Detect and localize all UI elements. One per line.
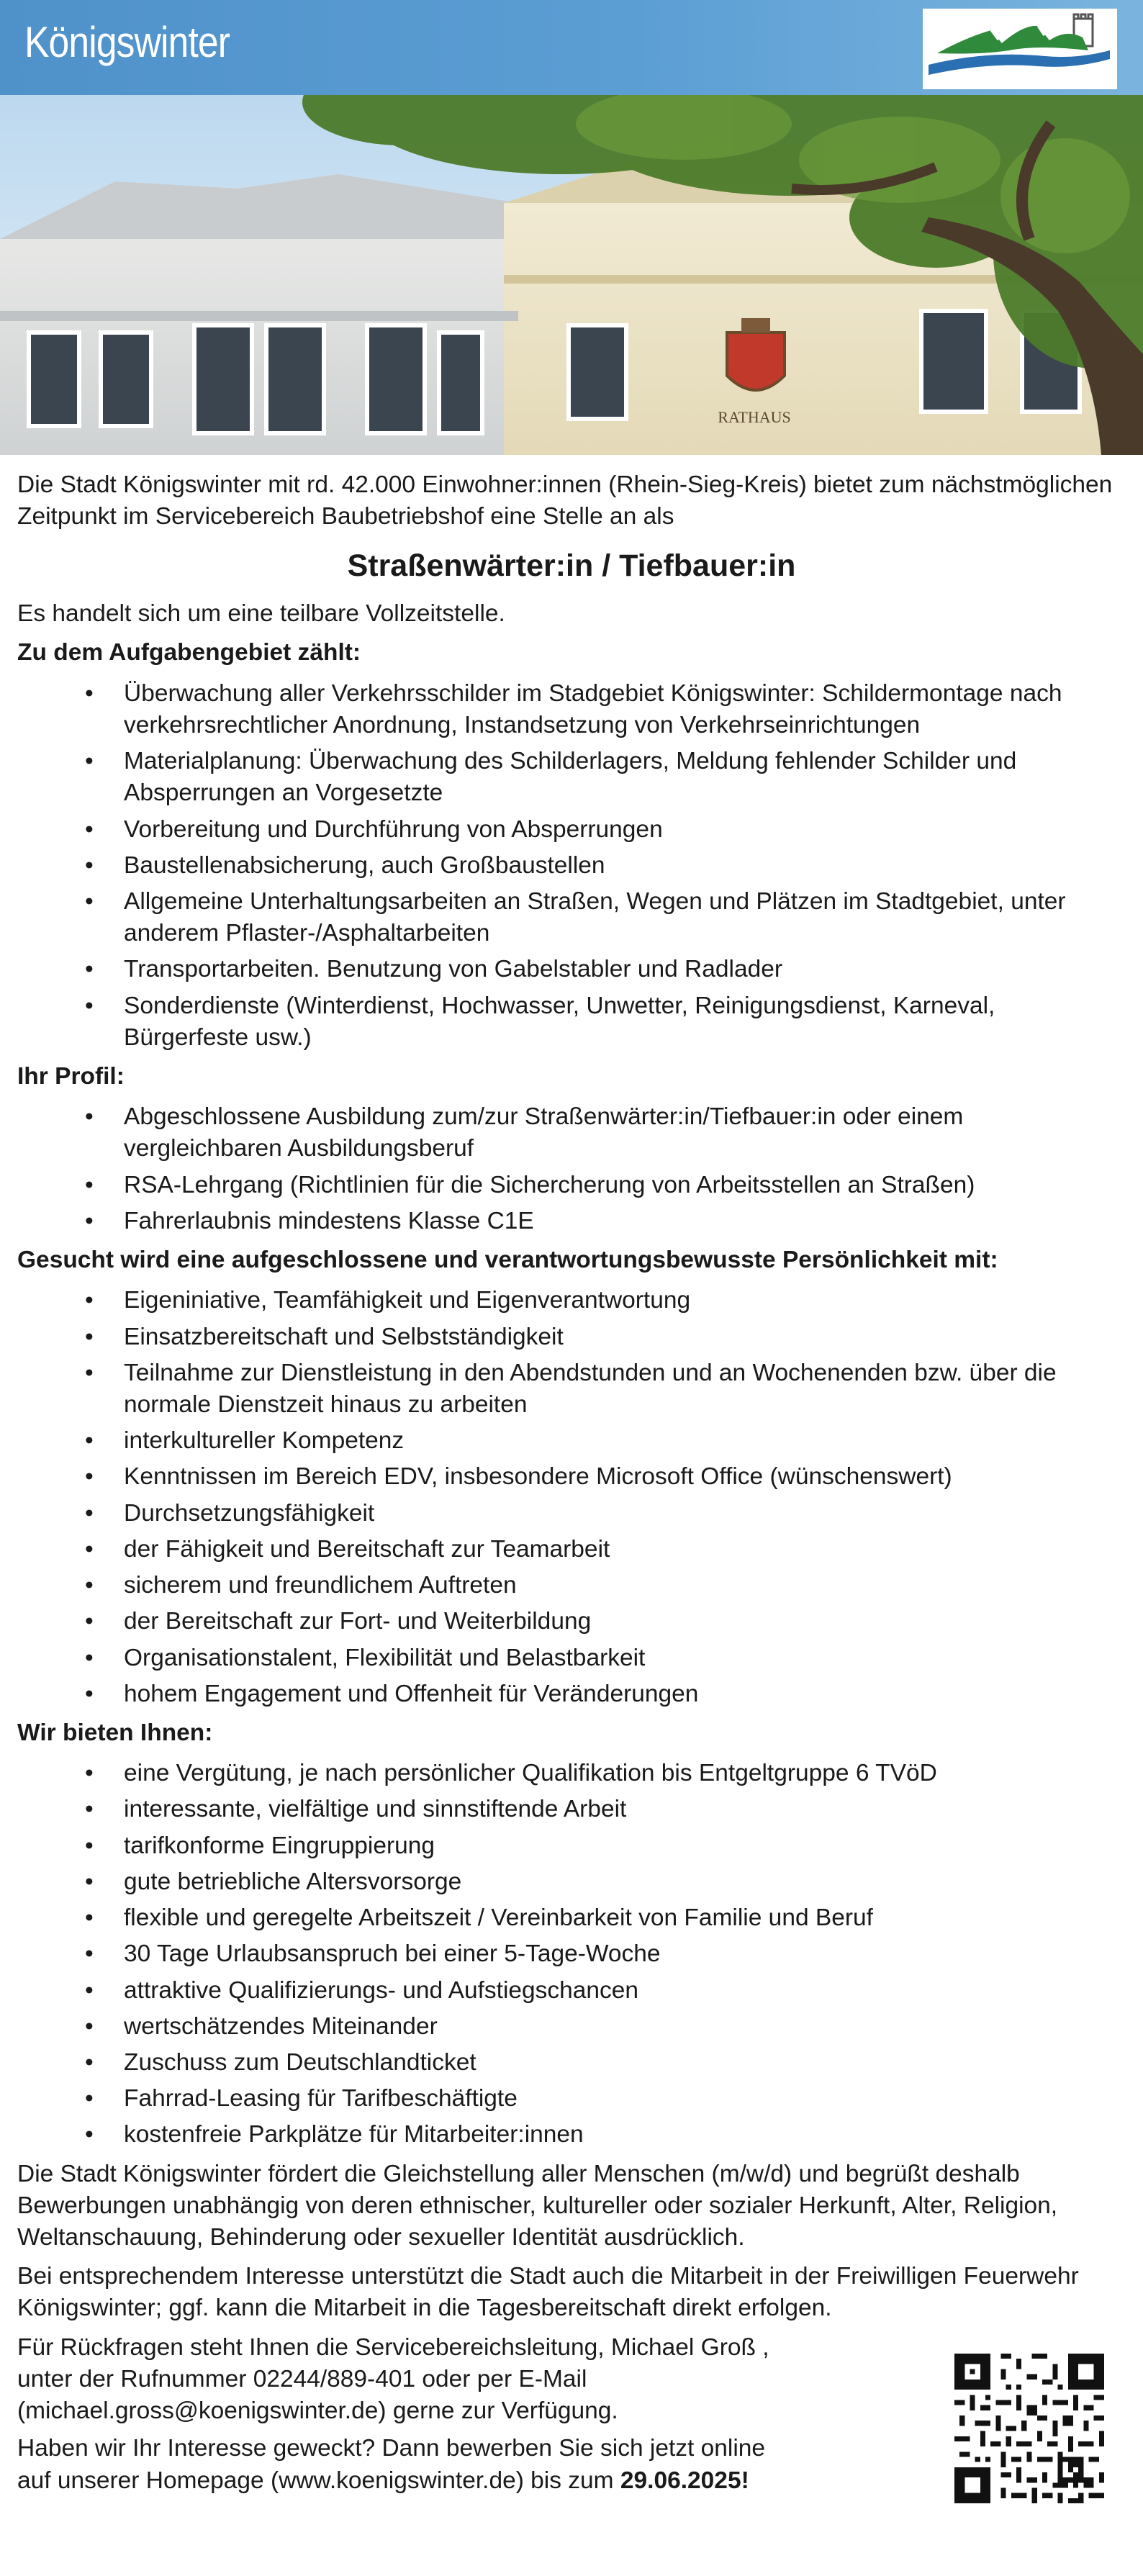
profile-list: [17, 1101, 1126, 1237]
tasks-heading: Zu dem Aufgabengebiet zählt:: [17, 639, 361, 666]
list-item: • Überwachung aller Verkehrsschilder im Stadgebiet Königswinter: Schildermontage nach verkehrsrechtlicher Anordnung, Instandsetzung von Verkehrseinrichtungen: [17, 678, 1126, 741]
list-item: • Eigeniniative, Teamfähigkeit und Eigenverantwortung: [17, 1285, 1126, 1316]
list-item: • Fahrerlaubnis mindestens Klasse C1E: [17, 1206, 1126, 1237]
list-item: • interessante, vielfältige und sinnstiftende Arbeit: [17, 1794, 1126, 1825]
list-item: • der Fähigkeit und Bereitschaft zur Teamarbeit: [17, 1534, 1126, 1565]
apply-homepage-text: auf unserer Homepage (www.koenigswinter.de) bis zum: [17, 2467, 620, 2494]
list-item: • 30 Tage Urlaubsanspruch bei einer 5-Tage-Woche: [17, 1938, 1126, 1970]
list-item: • Fahrrad-Leasing für Tarifbeschäftigte: [17, 2083, 1126, 2115]
list-item: • wertschätzendes Miteinander: [17, 2011, 1126, 2043]
contact-email-line[interactable]: (michael.gross@koenigswinter.de) gerne zur Verfügung.: [17, 2398, 618, 2425]
intro-text: Die Stadt Königswinter mit rd. 42.000 Einwohner:innen (Rhein-Sieg-Kreis) bietet zum nächstmöglichen Zeitpunkt im Servicebereich Baubetriebshof eine Stelle an als: [17, 471, 1113, 530]
list-item: • Einsatzbereitschaft und Selbstständigkeit: [17, 1321, 1126, 1353]
header-bar: [0, 0, 1143, 95]
offer-list: [17, 1758, 1126, 2151]
offer-heading: Wir bieten Ihnen:: [17, 1719, 213, 1746]
profile-heading: Ihr Profil:: [17, 1063, 125, 1090]
apply-line-2[interactable]: [17, 2465, 910, 2497]
job-title: Straßenwärter:in / Tiefbauer:in: [347, 548, 796, 584]
apply-text: [17, 2433, 910, 2496]
list-item: • Sonderdienste (Winterdienst, Hochwasser, Unwetter, Reinigungsdienst, Karneval, Bürgerfeste usw.): [17, 990, 1126, 1054]
list-item: • gute betriebliche Altersvorsorge: [17, 1866, 1126, 1898]
personality-list: [17, 1285, 1126, 1710]
list-item: • flexible und geregelte Arbeitszeit / Vereinbarkeit von Familie und Beruf: [17, 1902, 1126, 1934]
list-item: • Teilnahme zur Dienstleistung in den Abendstunden und an Wochenenden bzw. über die normale Dienstzeit hinaus zu arbeiten: [17, 1357, 1126, 1421]
job-ad-content: [17, 469, 1126, 2497]
list-item: • Zuschuss zum Deutschlandticket: [17, 2047, 1126, 2079]
tasks-list: [17, 678, 1126, 1054]
contact-text: [17, 2332, 910, 2428]
qr-code-icon[interactable]: [954, 2354, 1104, 2503]
list-item: • Materialplanung: Überwachung des Schilderlagers, Meldung fehlender Schilder und Absperrungen an Vorgesetzte: [17, 746, 1126, 809]
rathaus-photo: [0, 95, 1143, 455]
divisible-note: Es handelt sich um eine teilbare Vollzeitstelle.: [17, 600, 505, 628]
list-item: • Vorbereitung und Durchführung von Absperrungen: [17, 814, 1126, 846]
list-item: • Allgemeine Unterhaltungsarbeiten an Straßen, Wegen und Plätzen im Stadtgebiet, unter anderem Pflaster-/Asphaltarbeiten: [17, 886, 1126, 949]
list-item: • RSA-Lehrgang (Richtlinien für die Sichercherung von Arbeitsstellen an Straßen): [17, 1170, 1126, 1201]
list-item: • interkultureller Kompetenz: [17, 1425, 1126, 1457]
brand-name: Königswinter: [24, 18, 230, 66]
personality-heading: Gesucht wird eine aufgeschlossene und verantwortungsbewusste Persönlichkeit mit:: [17, 1247, 998, 1274]
list-item: • sicherem und freundlichem Auftreten: [17, 1570, 1126, 1601]
list-item: • Baustellenabsicherung, auch Großbaustellen: [17, 850, 1126, 882]
rathaus-sign: RATHAUS: [718, 408, 791, 426]
list-item: • eine Vergütung, je nach persönlicher Qualifikation bis Entgeltgruppe 6 TVöD: [17, 1758, 1126, 1789]
list-item: • attraktive Qualifizierungs- und Aufstiegschancen: [17, 1975, 1126, 2007]
contact-line: Für Rückfragen steht Ihnen die Servicebereichsleitung, Michael Groß ,: [17, 2333, 769, 2361]
list-item: • Durchsetzungsfähigkeit: [17, 1498, 1126, 1529]
equality-statement: Die Stadt Königswinter fördert die Gleichstellung aller Menschen (m/w/d) und begrüßt deshalb Bewerbungen unabhängig von deren ethnischer, kultureller oder sozialer Herkunft, Alter, Religion, Weltanschauung, Behinderung oder sexueller Identität ausdrücklich.: [17, 2160, 1058, 2251]
fire-brigade-note: Bei entsprechendem Interesse unterstützt die Stadt auch die Mitarbeit in der Freiwilligen Feuerwehr Königswinter; ggf. kann die Mitarbeit in die Tagesbereitschaft direkt erfolgen.: [17, 2263, 1079, 2322]
list-item: • Organisationstalent, Flexibilität und Belastbarkeit: [17, 1642, 1126, 1674]
list-item: • der Bereitschaft zur Fort- und Weiterbildung: [17, 1606, 1126, 1637]
list-item: • tarifkonforme Eingruppierung: [17, 1830, 1126, 1862]
list-item: • Abgeschlossene Ausbildung zum/zur Straßenwärter:in/Tiefbauer:in oder einem vergleichbaren Ausbildungsberuf: [17, 1101, 1126, 1165]
application-deadline: 29.06.2025!: [620, 2467, 749, 2494]
contact-block: [17, 2332, 1126, 2497]
list-item: • Transportarbeiten. Benutzung von Gabelstabler und Radlader: [17, 954, 1126, 985]
list-item: • kostenfreie Parkplätze für Mitarbeiter:innen: [17, 2119, 1126, 2151]
contact-line: unter der Rufnummer 02244/889-401 oder per E-Mail: [17, 2365, 587, 2392]
list-item: • Kenntnissen im Bereich EDV, insbesondere Microsoft Office (wünschenswert): [17, 1461, 1126, 1493]
apply-line: Haben wir Ihr Interesse geweckt? Dann bewerben Sie sich jetzt online: [17, 2435, 766, 2462]
koenigswinter-logo-icon: [923, 9, 1117, 89]
list-item: • hohem Engagement und Offenheit für Veränderungen: [17, 1678, 1126, 1710]
